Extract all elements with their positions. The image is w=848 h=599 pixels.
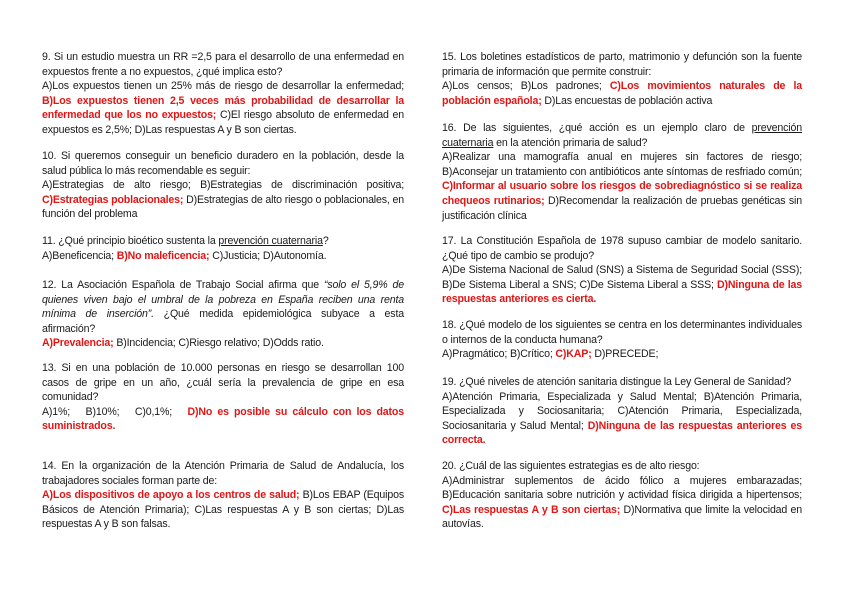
question-20 <box>442 459 802 532</box>
option-b: B)De Sistema Liberal a SNS; <box>442 278 577 291</box>
option-a: A)Estrategias de alto riesgo; <box>42 179 191 192</box>
option-c-correct: C)Los movimientos naturales de la población española; <box>442 80 802 107</box>
question-stem: 11. ¿Qué principio bioético sustenta la <box>42 235 216 247</box>
option-c: C)Riesgo relativo; <box>178 337 260 350</box>
question-stem-end: ? <box>322 235 329 247</box>
question-9 <box>42 50 404 138</box>
option-b: B)Los EBAP (Equipos Básicos de Atención Primaria); <box>42 489 404 516</box>
option-d-correct: D)Ninguna de las respuestas anteriores es correcta. <box>442 419 802 447</box>
quote: “solo el 5,9% de quienes viven bajo el umbral de la pobreza en España reciben una renta mínima de inserción”. <box>42 279 404 321</box>
option-d: D)Normativa que limite la velocidad en autovías. <box>442 503 803 531</box>
question-15 <box>442 50 802 108</box>
option-b: B)Educación sanitaria sobre nutrición y actividad física dirigida a hipertensos; <box>442 489 802 502</box>
option-d: D)Autonomía. <box>262 249 327 262</box>
option-a: A)Administrar suplementos de ácido fólico a mujeres embarazadas; <box>442 474 802 487</box>
option-c: C)0,1%; <box>134 405 173 418</box>
option-a: A)Pragmático; <box>442 348 508 361</box>
option-a-correct: A)Los dispositivos de apoyo a los centros de salud; <box>42 489 300 502</box>
question-18 <box>442 318 802 362</box>
question-10 <box>42 149 404 222</box>
question-17 <box>442 234 802 307</box>
option-b: B)Aconsejar un tratamiento con antibióticos ante síntomas de resfriado común; <box>442 165 802 178</box>
option-a: A)Realizar una mamografía anual en mujeres sin factores de riesgo; <box>442 151 802 164</box>
option-b: B)10%; <box>85 405 120 418</box>
option-b: B)Atención Primaria, Especializada y Sociosanitaria; <box>442 390 803 418</box>
option-b-correct: B)No maleficencia; <box>116 249 210 262</box>
underlined-term: prevención cuaternaria <box>442 122 802 149</box>
option-a: A)Los censos; <box>442 80 513 93</box>
option-c: C)Atención Primaria, Especializada, Sociosanitaria y Salud Mental; <box>442 405 803 432</box>
option-c: C)El riesgo absoluto de enfermedad en expuestos es 2,5%; <box>42 109 404 136</box>
option-c: C)Justicia; <box>212 249 261 262</box>
option-d: D)PRECEDE; <box>594 348 659 361</box>
option-c-correct: C)Informar al usuario sobre los riesgos de sobrediagnóstico si se realiza chequeos rutinarios; <box>442 180 802 207</box>
question-stem: 15. Los boletines estadísticos de parto, matrimonio y defunción son la fuente primaria de información que permite construir: <box>442 51 802 78</box>
option-d: D)Las respuestas A y B son ciertas. <box>134 123 297 136</box>
question-stem-end: ¿Qué medida epidemiológica subyace a esta afirmación? <box>42 308 404 335</box>
option-b: B)Crítico; <box>509 348 553 361</box>
question-stem: 16. De las siguientes, ¿qué acción es un ejemplo claro de <box>442 122 745 134</box>
question-stem: 9. Si un estudio muestra un RR =2,5 para el desarrollo de una enfermedad en expuestos frente a no expuestos, ¿qué implica esto? <box>42 51 404 78</box>
question-13 <box>42 361 404 434</box>
question-19 <box>442 375 802 448</box>
option-d: D)Las respuestas A y B son falsas. <box>42 503 404 531</box>
option-d-correct: D)Ninguna de las respuestas anteriores es cierta. <box>442 278 803 306</box>
option-a-correct: A)Prevalencia; <box>42 337 114 350</box>
option-c-correct: C)Estrategias poblacionales; <box>42 193 184 206</box>
question-14 <box>42 459 404 532</box>
option-c-correct: C)KAP; <box>555 348 592 361</box>
option-b: B)Los padrones; <box>520 80 602 93</box>
question-stem: 10. Si queremos conseguir un beneficio duradero en la población, desde la salud pública lo más recomendable es seguir: <box>42 150 404 177</box>
question-12 <box>42 278 404 351</box>
option-d: D)Recomendar la realización de pruebas genéticas sin justificación clínica <box>442 194 802 222</box>
option-c-correct: C)Las respuestas A y B son ciertas; <box>442 503 621 516</box>
option-b: B)Estrategias de discriminación positiva; <box>200 179 405 192</box>
question-stem: 13. Si en una población de 10.000 personas en riesgo se desarrollan 100 casos de gripe en un año, ¿cuál sería la prevalencia de gripe en esa comunidad? <box>42 362 404 404</box>
question-stem: 12. La Asociación Española de Trabajo Social afirma que <box>42 279 319 291</box>
question-stem: 14. En la organización de la Atención Primaria de Salud de Andalucía, los trabajadores sociales forman parte de: <box>42 460 404 487</box>
option-a: A)Beneficencia; <box>42 249 114 262</box>
option-b-correct: B)Los expuestos tienen 2,5 veces más probabilidad de desarrollar la enfermedad que los no expuestos; <box>42 94 404 122</box>
question-stem-end: en la atención primaria de salud? <box>496 136 648 149</box>
question-stem: 18. ¿Qué modelo de los siguientes se centra en los determinantes individuales o internos de la conducta humana? <box>442 319 802 346</box>
option-d: D)Estrategias de alto riesgo o poblacionales, en función del problema <box>42 193 404 221</box>
question-stem: 20. ¿Cuál de las siguientes estrategias es de alto riesgo: <box>442 460 700 472</box>
question-stem: 19. ¿Qué niveles de atención sanitaria distingue la Ley General de Sanidad? <box>442 376 792 388</box>
question-stem: 17. La Constitución Española de 1978 supuso cambiar de modelo sanitario. ¿Qué tipo de cambio se produjo? <box>442 235 802 262</box>
option-c: C)Las respuestas A y B son ciertas; <box>194 503 372 516</box>
option-d: D)Odds ratio. <box>262 337 324 350</box>
option-a: A)Los expuestos tienen un 25% más de riesgo de desarrollar la enfermedad; <box>42 80 404 93</box>
option-d-correct: D)No es posible su cálculo con los datos suministrados. <box>42 405 404 433</box>
question-11 <box>42 234 404 263</box>
question-16 <box>442 121 802 223</box>
option-b: B)Incidencia; <box>116 337 176 350</box>
option-a: A)1%; <box>42 405 71 418</box>
option-a: A)Atención Primaria, Especializada y Salud Mental; <box>442 390 697 403</box>
option-a: A)De Sistema Nacional de Salud (SNS) a Sistema de Seguridad Social (SSS); <box>442 264 802 277</box>
option-c: C)De Sistema Liberal a SSS; <box>579 278 714 291</box>
option-d: D)Las encuestas de población activa <box>544 94 713 107</box>
underlined-term: prevención cuaternaria <box>218 235 323 247</box>
